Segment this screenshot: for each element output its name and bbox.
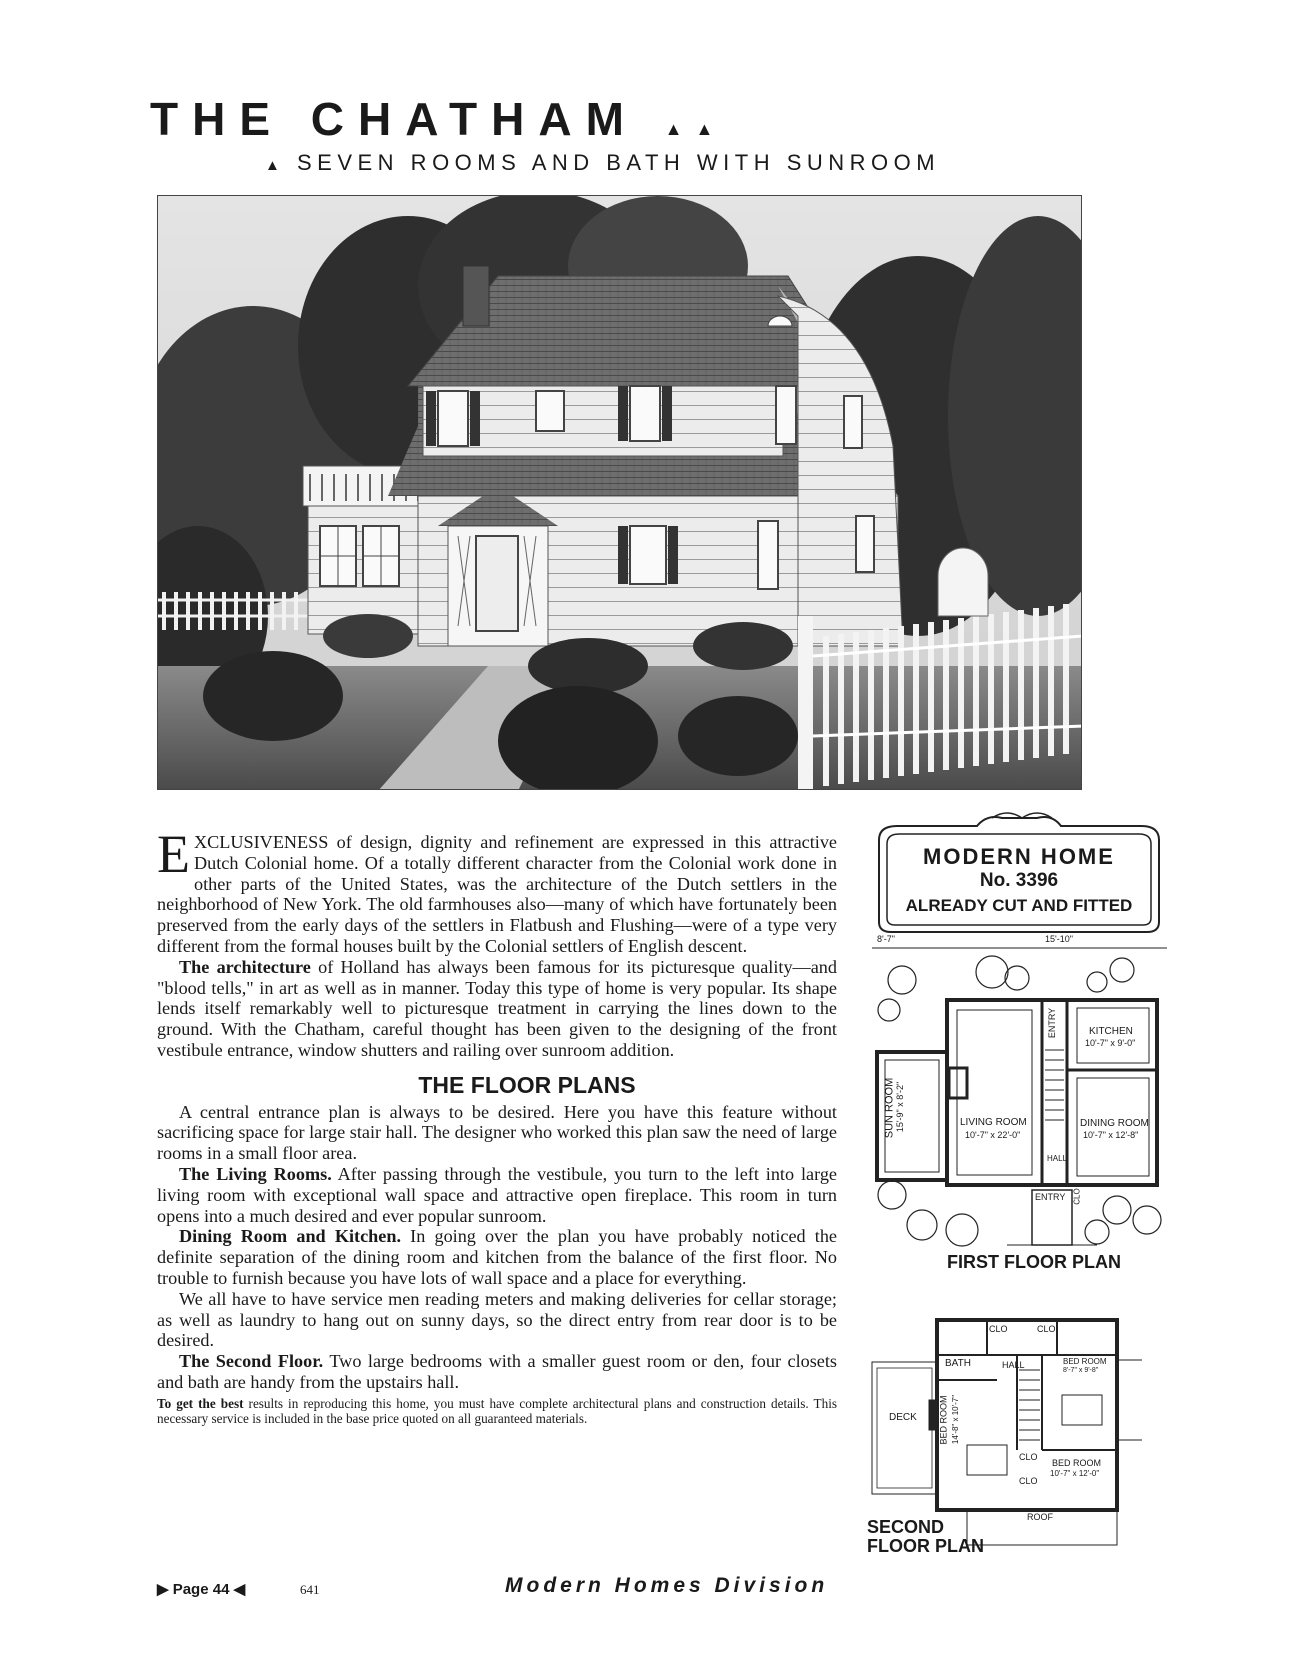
second-floor-lead: The Second Floor.: [179, 1351, 324, 1372]
division-name: Modern Homes Division: [505, 1574, 829, 1597]
service-paragraph: We all have to have service men reading meters and making deliveries for cellar storage; as well as laundry to hang out on sunny days, so the direct entry from rear door is to be desired.: [157, 1288, 837, 1351]
living-rooms-paragraph: [157, 1164, 837, 1226]
second-floor-text: Two large bedrooms with a smaller guest room or den, four closets and bath are handy from the upstairs hall.: [157, 1351, 838, 1392]
architecture-lead: The architecture: [179, 956, 311, 977]
room-label-closet: CLO: [1072, 1188, 1082, 1205]
room-label-deck: DECK: [889, 1412, 917, 1423]
living-rooms-text: After passing through the vestibule, you turn to the left into large living room with exceptional wall space and attractive open fireplace. This room in turn opens into a much desired and ever popular sunroom.: [157, 1163, 837, 1226]
dining-kitchen-paragraph: [157, 1226, 837, 1288]
room-label-closet-b: CLO: [1037, 1324, 1056, 1334]
first-floor-plan: [867, 934, 1171, 1272]
intro-paragraph: [157, 824, 837, 957]
dining-kitchen-lead: Dining Room and Kitchen.: [179, 1226, 402, 1247]
house-illustration: [157, 195, 1082, 790]
room-label-left-bed-room: BED ROOM: [938, 1395, 949, 1445]
model-cartouche: [867, 810, 1171, 938]
cartouche-tagline: ALREADY CUT AND FITTED: [905, 896, 1133, 915]
second-floor-label-line1: SECOND: [867, 1517, 945, 1537]
room-label-kitchen: KITCHEN: [1089, 1026, 1133, 1037]
room-dims-right-bed-room: 10'-7" x 12'-0": [1050, 1469, 1100, 1478]
first-floor-plan-label: FIRST FLOOR PLAN: [947, 1252, 1121, 1272]
room-label-closet-c: CLO: [1019, 1452, 1038, 1462]
central-plan-paragraph: A central entrance plan is always to be desired. Here you have this feature without sacrificing space for large stair hall. The designer who worked this plan saw the need of large rooms in a small floor area.: [157, 1101, 837, 1164]
floor-plans-heading: THE FLOOR PLANS: [418, 1071, 636, 1098]
room-label-roof: ROOF: [1027, 1512, 1053, 1522]
title-triangle-marks: ▲ ▲: [664, 119, 718, 139]
cartouche-model-number: No. 3396: [979, 870, 1059, 891]
room-label-sun-room: SUN ROOM: [883, 1077, 896, 1139]
room-label-small-bed-room: BED ROOM: [1063, 1357, 1107, 1366]
room-label-bath: BATH: [945, 1358, 971, 1369]
room-dims-kitchen: 10'-7" x 9'-0": [1085, 1038, 1136, 1048]
second-floor-plan: [867, 1300, 1171, 1562]
footnote: [157, 1396, 837, 1427]
page-title: [150, 92, 717, 146]
room-dims-left-bed-room: 14'-8" x 10'-7": [951, 1394, 961, 1445]
dimension-right: 15'-10": [1045, 934, 1073, 944]
second-floor-paragraph: [157, 1351, 837, 1393]
second-floor-plan-label: [867, 1518, 984, 1556]
cartouche-title: MODERN HOME: [923, 844, 1115, 869]
page-number-label: ▶ Page 44 ◀: [157, 1581, 246, 1598]
room-dims-small-bed-room: 8'-7" x 9'-8": [1063, 1367, 1099, 1374]
room-label-upper-hall: HALL: [1002, 1360, 1025, 1370]
footnote-text: results in reproducing this home, you must have complete architectural plans and construction details. This necessary service is included in the base price quoted on all guaranteed materials.: [157, 1395, 837, 1427]
room-dims-living-room: 10'-7" x 22'-0": [965, 1130, 1021, 1140]
article-body: [157, 824, 838, 1427]
room-label-hall: HALL: [1047, 1154, 1068, 1163]
architecture-paragraph: [157, 957, 837, 1061]
room-label-closet-d: CLO: [1019, 1476, 1038, 1486]
architecture-text: of Holland has always been famous for its picturesque quality—and "blood tells," in art as well as in manner. Today this type of home is very popular. Its shape lends itself remarkably well to picturesque treatment in carrying the lines down to the ground. With the Chatham, careful thought has been given to the designing of the front vestibule entrance, window shutters and railing over sunroom addition.: [157, 956, 837, 1060]
living-rooms-lead: The Living Rooms.: [179, 1163, 332, 1184]
title-text: THE CHATHAM: [150, 93, 638, 145]
catalog-number: 641: [300, 1582, 320, 1597]
intro-paragraph-text: XCLUSIVENESS of design, dignity and refinement are expressed in this attractive Dutch Colonial home. Of a totally different character from the Colonial work done in other parts of the United States, was the architecture of the Dutch settlers in the neighborhood of New York. The old farmhouses also—many of which have fortunately been preserved from the early days of the settlers in Flatbush and Flushing—were of a type very different from the formal houses built by the Colonial settlers of English descent.: [157, 832, 837, 956]
second-floor-label-line2: FLOOR PLAN: [867, 1536, 984, 1556]
room-label-entry: ENTRY: [1035, 1192, 1066, 1202]
page-subtitle: [265, 150, 940, 176]
dimension-left: 8'-7": [877, 934, 895, 944]
room-label-right-bed-room: BED ROOM: [1052, 1458, 1102, 1468]
room-label-living-room: LIVING ROOM: [960, 1117, 1027, 1128]
subtitle-triangle-mark: ▲: [265, 157, 286, 174]
room-dims-sun-room: 15'-9" x 8'-2": [895, 1081, 906, 1133]
room-label-entry-top: ENTRY: [1047, 1007, 1058, 1039]
drop-cap: E: [157, 824, 190, 884]
dining-kitchen-text: In going over the plan you have probably noticed the definite separation of the dining room and kitchen from the balance of the first floor. No trouble to furnish because you have lots of wall space and a place for everything.: [157, 1226, 837, 1288]
room-label-dining-room: DINING ROOM: [1080, 1118, 1149, 1129]
first-floor-plan-drawing: [867, 940, 1171, 1270]
room-label-closet-a: CLO: [989, 1324, 1008, 1334]
footnote-lead: To get the best: [157, 1395, 244, 1411]
subtitle-text: SEVEN ROOMS AND BATH WITH SUNROOM: [296, 150, 941, 175]
room-dims-dining-room: 10'-7" x 12'-8": [1083, 1130, 1139, 1140]
